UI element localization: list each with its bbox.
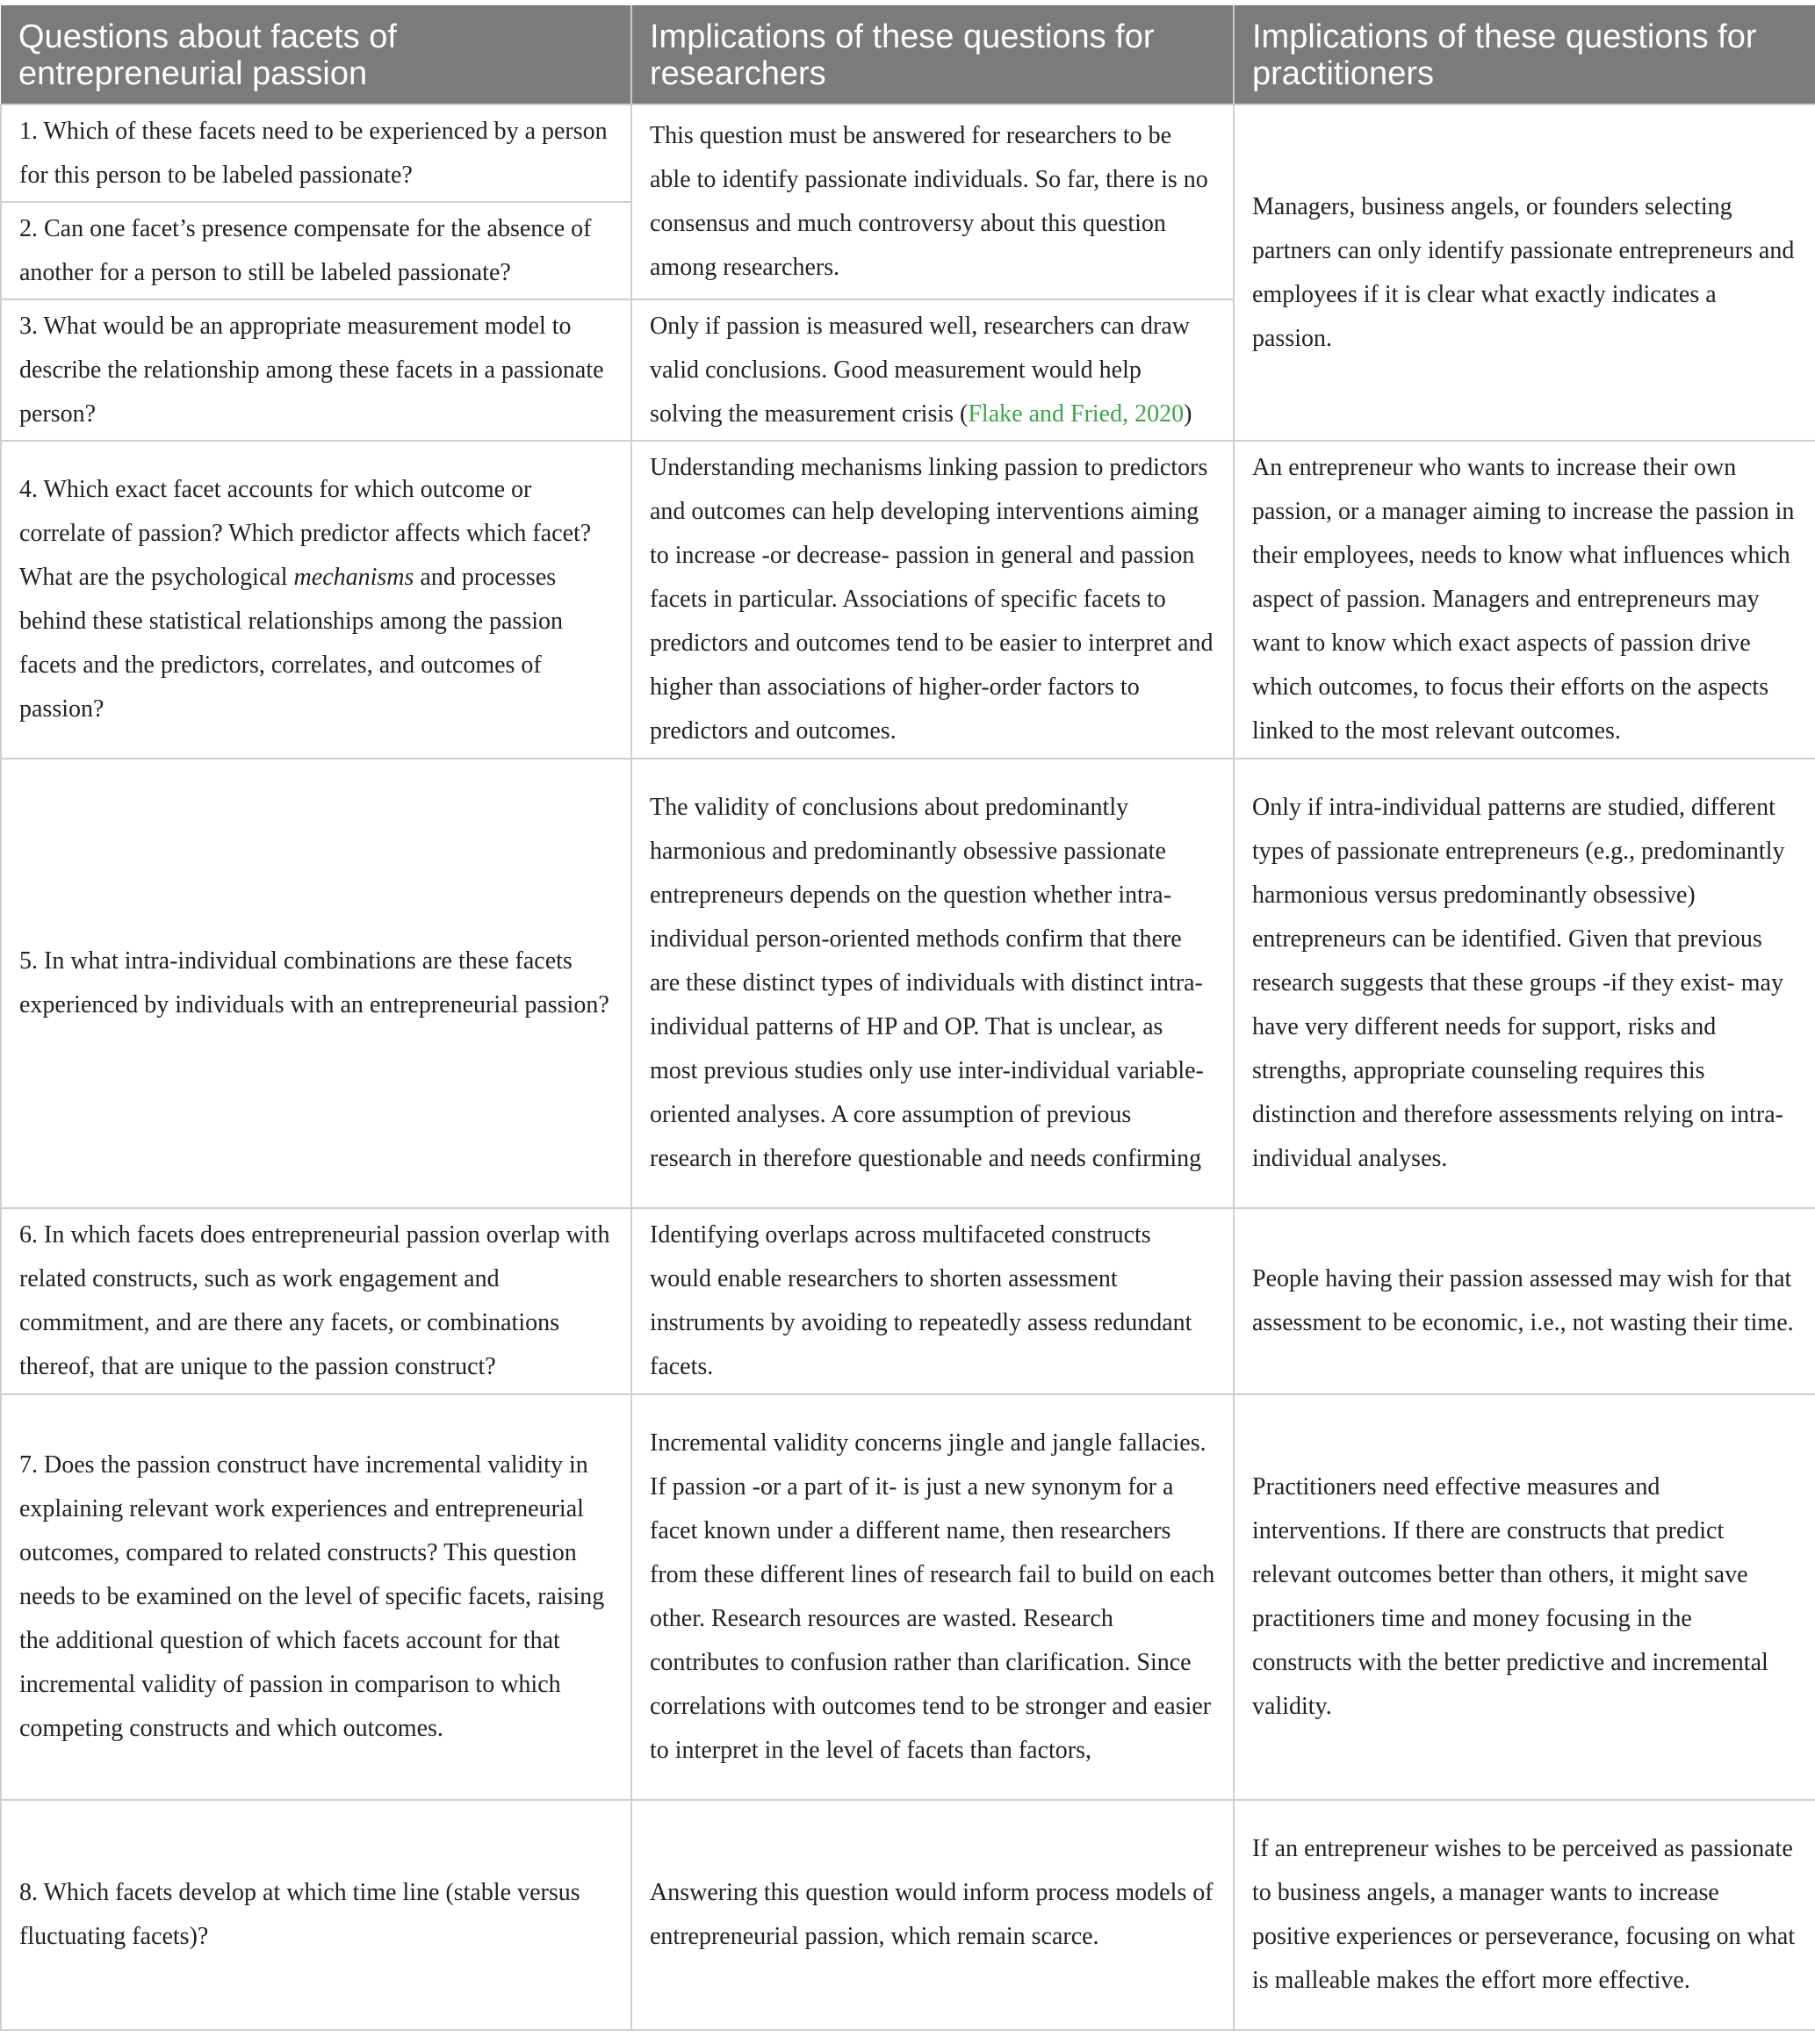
table-row bbox=[1, 1394, 1815, 1800]
header-researchers: Implications of these questions for researchers bbox=[631, 5, 1234, 104]
researcher-cell: Understanding mechanisms linking passion to predictors and outcomes can help developing interventions aiming to increase -or decrease- passion in general and passion facets in particular. Associations of specific facets to predictors and outcomes tend to be easier to interpret and higher than associations of higher-order factors to predictors and outcomes. bbox=[631, 441, 1234, 759]
question-text: 4. Which exact facet accounts for which outcome or correlate of passion? Which predictor affects which facet? What are the psychological bbox=[19, 476, 592, 591]
researcher-cell: The validity of conclusions about predominantly harmonious and predominantly obsessive passionate entrepreneurs depends on the question whether intra-individual person-oriented methods confirm that there are these distinct types of individuals with distinct intra-individual patterns of HP and OP. That is unclear, as most previous studies only use inter-individual variable-oriented analyses. A core assumption of previous research in therefore questionable and needs confirming bbox=[631, 759, 1234, 1208]
question-cell: 5. In what intra-individual combinations are these facets experienced by individuals with an entrepreneurial passion? bbox=[1, 759, 631, 1208]
table-row bbox=[1, 759, 1815, 1208]
practitioner-cell: Managers, business angels, or founders selecting partners can only identify passionate entrepreneurs and employees if it is clear what exactly indicates a passion. bbox=[1234, 104, 1815, 441]
citation-link[interactable]: Flake and Fried, 2020 bbox=[968, 399, 1185, 428]
practitioner-cell: People having their passion assessed may wish for that assessment to be economic, i.e., not wasting their time. bbox=[1234, 1208, 1815, 1394]
question-cell: 8. Which facets develop at which time line (stable versus fluctuating facets)? bbox=[1, 1800, 631, 2030]
table-row bbox=[1, 441, 1815, 759]
researcher-cell bbox=[631, 299, 1234, 441]
question-cell: 6. In which facets does entrepreneurial passion overlap with related constructs, such as work engagement and commitment, and are there any facets, or combinations thereof, that are unique to the passion construct? bbox=[1, 1208, 631, 1394]
researcher-cell: Identifying overlaps across multifaceted constructs would enable researchers to shorten assessment instruments by avoiding to repeatedly assess redundant facets. bbox=[631, 1208, 1234, 1394]
practitioner-cell: Only if intra-individual patterns are studied, different types of passionate entrepreneurs (e.g., predominantly harmonious versus predominantly obsessive) entrepreneurs can be identified. Given that previous research suggests that these groups -if they exist- may have very different needs for support, risks and strengths, appropriate counseling requires this distinction and therefore assessments relying on intra-individual analyses. bbox=[1234, 759, 1815, 1208]
facets-table bbox=[0, 5, 1815, 2031]
question-text-end: and processes behind these statistical relationships among the passion facets and the predictors, correlates, and outcomes of passion? bbox=[19, 564, 563, 723]
header-questions: Questions about facets of entrepreneurial passion bbox=[1, 5, 631, 104]
table-row bbox=[1, 1208, 1815, 1394]
question-cell bbox=[1, 441, 631, 759]
practitioner-cell: If an entrepreneur wishes to be perceived as passionate to business angels, a manager wants to increase positive experiences or perseverance, focusing on what is malleable makes the effort more effective. bbox=[1234, 1800, 1815, 2030]
researcher-text: Only if passion is measured well, researchers can draw valid conclusions. Good measurement would help solving the measurement crisis ( bbox=[650, 312, 1191, 428]
question-cell: 7. Does the passion construct have incremental validity in explaining relevant work experiences and entrepreneurial outcomes, compared to related constructs? This question needs to be examined on the level of specific facets, raising the additional question of which facets account for that incremental validity of passion in comparison to which competing constructs and which outcomes. bbox=[1, 1394, 631, 1800]
header-practitioners: Implications of these questions for practitioners bbox=[1234, 5, 1815, 104]
practitioner-cell: An entrepreneur who wants to increase their own passion, or a manager aiming to increase the passion in their employees, needs to know what influences which aspect of passion. Managers and entrepreneurs may want to know which exact aspects of passion drive which outcomes, to focus their efforts on the aspects linked to the most relevant outcomes. bbox=[1234, 441, 1815, 759]
practitioner-cell: Practitioners need effective measures and interventions. If there are constructs that predict relevant outcomes better than others, it might save practitioners time and money focusing in the constructs with the better predictive and incremental validity. bbox=[1234, 1394, 1815, 1800]
table-header-row bbox=[1, 5, 1815, 104]
researcher-text-end: ) bbox=[1184, 399, 1192, 428]
question-emphasis: mechanisms bbox=[293, 564, 414, 591]
question-cell: 3. What would be an appropriate measurement model to describe the relationship among these facets in a passionate person? bbox=[1, 299, 631, 441]
researcher-cell: Incremental validity concerns jingle and jangle fallacies. If passion -or a part of it- is just a new synonym for a facet known under a different name, then researchers from these different lines of research fail to build on each other. Research resources are wasted. Research contributes to confusion rather than clarification. Since correlations with outcomes tend to be stronger and easier to interpret in the level of facets than factors, bbox=[631, 1394, 1234, 1800]
table-row bbox=[1, 104, 1815, 202]
researcher-cell: Answering this question would inform process models of entrepreneurial passion, which remain scarce. bbox=[631, 1800, 1234, 2030]
researcher-cell: This question must be answered for researchers to be able to identify passionate individuals. So far, there is no consensus and much controversy about this question among researchers. bbox=[631, 104, 1234, 299]
table-row bbox=[1, 1800, 1815, 2030]
question-cell: 1. Which of these facets need to be experienced by a person for this person to be labeled passionate? bbox=[1, 104, 631, 202]
question-cell: 2. Can one facet’s presence compensate for the absence of another for a person to still be labeled passionate? bbox=[1, 202, 631, 299]
